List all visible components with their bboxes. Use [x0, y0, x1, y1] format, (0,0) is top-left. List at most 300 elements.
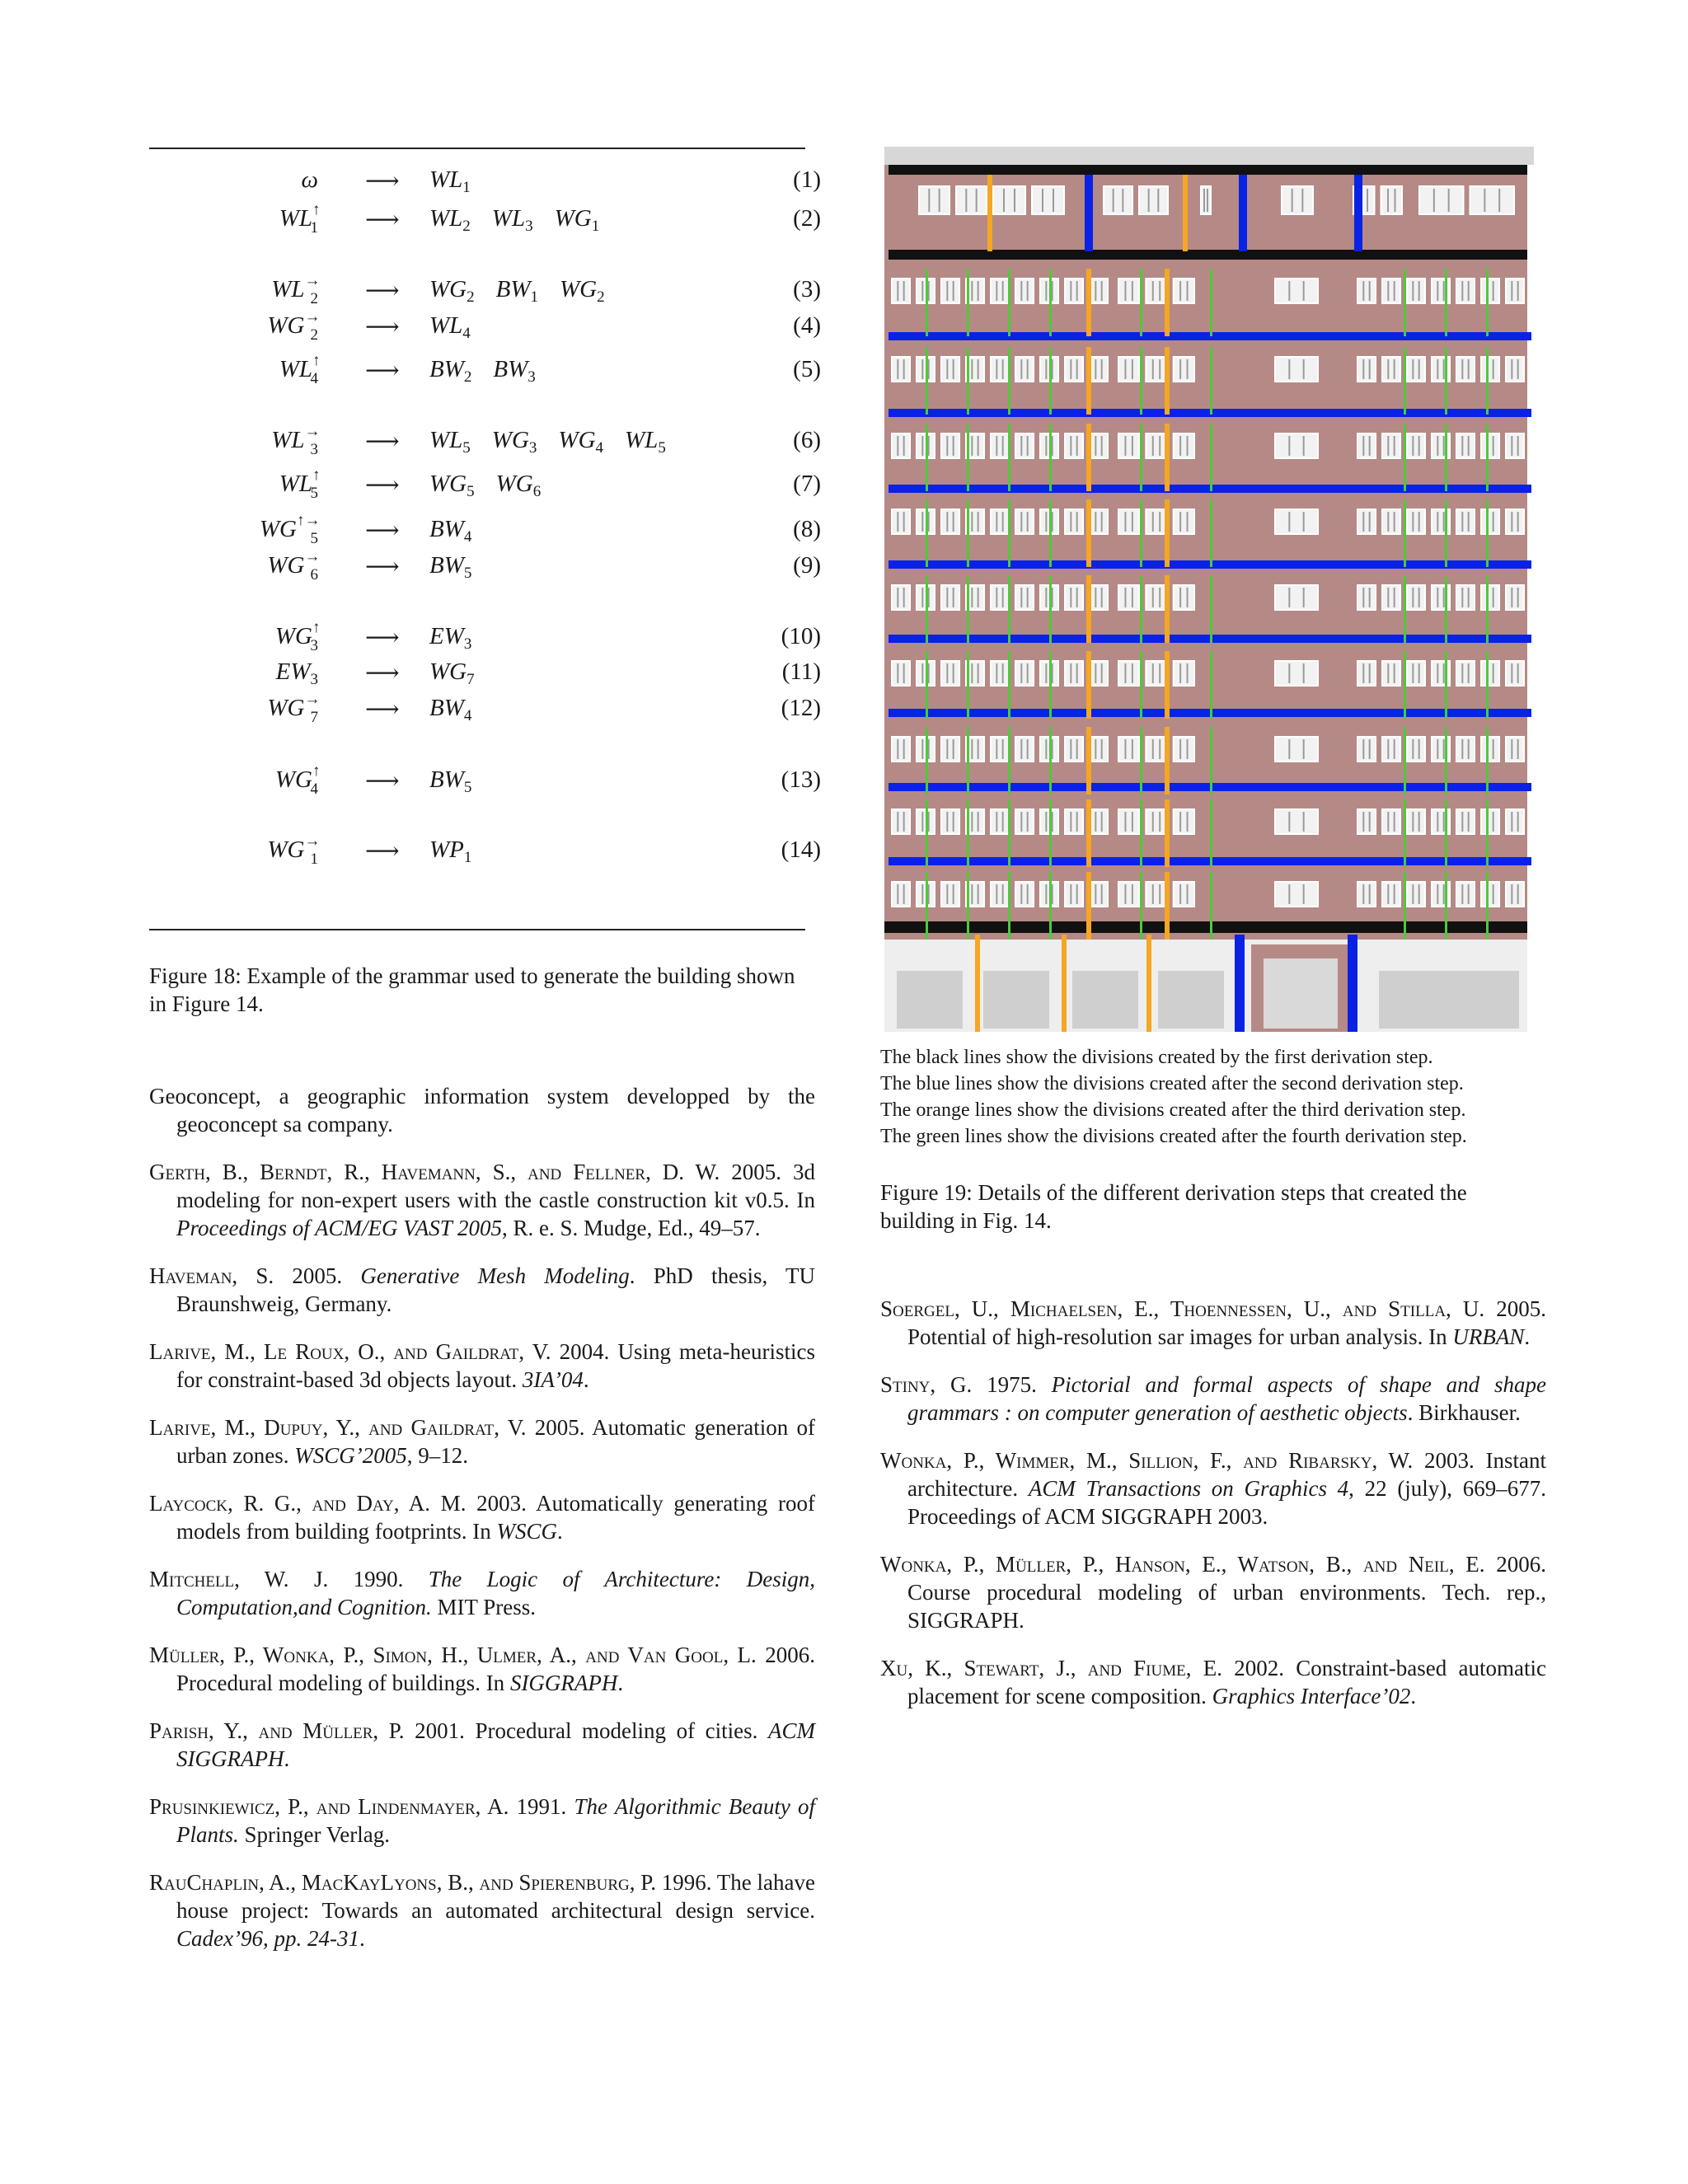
window [1065, 809, 1083, 834]
window-mullion [1369, 281, 1371, 301]
green-division-line [1486, 269, 1489, 336]
window-mullion [978, 739, 979, 759]
rule-rhs: $BW_4$ [429, 695, 472, 724]
window-mullion [921, 281, 923, 301]
window-mullion [971, 359, 973, 379]
window-mullion [1493, 812, 1494, 832]
legend-line-black: The black lines show the divisions created by the first derivation step. [880, 1047, 1433, 1068]
window-mullion [1101, 663, 1103, 683]
equation-number: (14) [781, 837, 821, 863]
green-division-line [1486, 424, 1489, 491]
window [1174, 279, 1194, 303]
window [1090, 279, 1108, 303]
window-mullion [1437, 359, 1438, 379]
window-mullion [1152, 436, 1154, 456]
green-division-line [1008, 499, 1010, 567]
window-mullion [1152, 281, 1154, 301]
window-mullion [1152, 359, 1154, 379]
window [1090, 357, 1108, 382]
window-mullion [1303, 436, 1305, 456]
green-division-line [1404, 499, 1406, 567]
window-mullion [1095, 812, 1096, 832]
orange-division-line [1146, 935, 1151, 1032]
window-mullion [1418, 739, 1420, 759]
window-mullion [1132, 812, 1133, 832]
reference-entry: Larive, M., Dupuy, Y., and Gaildrat, V. 2005. Automatic generation of urban zones. WSCG’2005, 9–12. [149, 1415, 815, 1468]
green-division-line [1445, 499, 1447, 567]
orange-division-line [1165, 651, 1170, 719]
reference-entry: Prusinkiewicz, P., and Lindenmayer, A. 1991. The Algorithmic Beauty of Plants. Springer Verlag. [149, 1794, 816, 1847]
window-mullion [1076, 812, 1078, 832]
window-mullion [1132, 884, 1133, 904]
window [1407, 737, 1425, 762]
orange-division-line [1086, 347, 1091, 415]
window-mullion [921, 588, 923, 607]
rule-lhs: $WG^\to_7$ [267, 691, 321, 726]
storefront-window [983, 971, 1049, 1029]
window [1456, 809, 1475, 834]
rule-lhs: $EW_3$ [275, 658, 318, 688]
equation-number: (2) [793, 205, 821, 232]
long-right-arrow-icon: ⟶ [365, 768, 400, 794]
window-mullion [1443, 739, 1445, 759]
window-mullion [1124, 663, 1126, 683]
window-mullion [946, 884, 948, 904]
window [1174, 585, 1194, 610]
green-division-line [1486, 575, 1489, 643]
green-division-line [967, 347, 969, 415]
orange-division-line [1086, 872, 1091, 940]
rule-lhs: $WL^↑_4$ [279, 352, 321, 387]
window-mullion [1437, 663, 1438, 683]
window-mullion [1020, 663, 1022, 683]
green-division-line [1008, 651, 1010, 719]
window [1174, 661, 1194, 686]
window-mullion [897, 588, 898, 607]
window-mullion [1152, 812, 1154, 832]
reference-entry: Wonka, P., Müller, P., Hanson, E., Watson, B., and Neil, E. 2006. Course procedural modeling of urban environments. Tech. rep., SIGGRAPH. [880, 1552, 1546, 1633]
window-mullion [1179, 281, 1181, 301]
window-mullion [1076, 739, 1078, 759]
window [1407, 357, 1425, 382]
window [1090, 809, 1108, 834]
window [1419, 186, 1464, 214]
rule-rhs: $WG_5$ $WG_6$ [429, 471, 542, 500]
window-mullion [1132, 663, 1133, 683]
window-mullion [897, 281, 898, 301]
green-division-line [1049, 575, 1052, 643]
long-right-arrow-icon: ⟶ [365, 168, 400, 194]
window-mullion [1132, 588, 1133, 607]
orange-division-line [1165, 872, 1170, 940]
window-mullion [1101, 588, 1103, 607]
window [941, 661, 959, 686]
window-mullion [1002, 663, 1004, 683]
window-mullion [1045, 281, 1047, 301]
green-division-line [1210, 424, 1212, 491]
long-right-arrow-icon: ⟶ [365, 429, 400, 455]
window-mullion [1437, 588, 1438, 607]
window [1407, 279, 1425, 303]
window [941, 509, 959, 534]
legend-line-green: The green lines show the divisions created after the fourth derivation step. [880, 1126, 1467, 1147]
window-mullion [1498, 189, 1500, 212]
long-right-arrow-icon: ⟶ [365, 554, 400, 580]
orange-division-line [1165, 347, 1170, 415]
green-division-line [1210, 872, 1212, 940]
window-mullion [1443, 588, 1445, 607]
window [1275, 661, 1318, 686]
window-mullion [1070, 884, 1071, 904]
window [1139, 186, 1168, 214]
green-division-line [1008, 575, 1010, 643]
window-mullion [971, 812, 973, 832]
window-mullion [1002, 812, 1004, 832]
window-mullion [903, 812, 905, 832]
window-mullion [978, 884, 979, 904]
window [1382, 882, 1400, 907]
window-mullion [953, 512, 954, 532]
green-division-line [1445, 269, 1447, 336]
window-mullion [1433, 189, 1435, 212]
window [991, 509, 1009, 534]
rule-lhs: $WL^↑_1$ [279, 201, 321, 237]
equation-number: (10) [781, 623, 821, 649]
window-mullion [1394, 359, 1395, 379]
reference-entry: Laycock, R. G., and Day, A. M. 2003. Automatically generating roof models from building footprints. In WSCG. [149, 1491, 815, 1544]
rule-lhs: $WG^\to_2$ [267, 308, 321, 344]
rule-rhs: $WG_2$ $BW_1$ $WG_2$ [429, 276, 605, 306]
reference-entry: Soergel, U., Michaelsen, E., Thoennessen, U., and Stilla, U. 2005. Potential of high-resolution sar images for urban analysis. In URBAN. [880, 1296, 1547, 1349]
window-mullion [1020, 812, 1022, 832]
storefront-window [1420, 971, 1519, 1029]
window [1456, 357, 1475, 382]
window-mullion [1132, 359, 1133, 379]
window-mullion [1511, 436, 1512, 456]
window-mullion [903, 588, 905, 607]
window-mullion [1412, 359, 1414, 379]
window [1481, 279, 1499, 303]
window [1146, 882, 1166, 907]
grammar-rule [149, 272, 821, 317]
green-division-line [1210, 499, 1212, 567]
window-mullion [1362, 663, 1364, 683]
window-mullion [903, 359, 905, 379]
window-mullion [1484, 189, 1485, 212]
window-mullion [1288, 436, 1290, 456]
green-division-line [967, 872, 969, 940]
window-mullion [921, 512, 923, 532]
green-division-line [1210, 575, 1212, 643]
rule-rhs: $BW_2$ $BW_3$ [429, 356, 536, 386]
window-mullion [1020, 512, 1022, 532]
window [1146, 585, 1166, 610]
entrance-door [1264, 958, 1338, 1029]
equation-number: (9) [793, 552, 821, 579]
window-mullion [1157, 189, 1159, 212]
window-mullion [1303, 588, 1305, 607]
window [1065, 434, 1083, 458]
window-mullion [1511, 812, 1512, 832]
window-mullion [1288, 588, 1290, 607]
reference-entry: Wonka, P., Wimmer, M., Sillion, F., and Ribarsky, W. 2003. Instant architecture. ACM Transactions on Graphics 4, 22 (july), 669–677. Proceedings of ACM SIGGRAPH 2003. [880, 1448, 1546, 1529]
window-mullion [1288, 739, 1290, 759]
window [941, 737, 959, 762]
window-mullion [1288, 884, 1290, 904]
window-mullion [1020, 281, 1022, 301]
window-mullion [1095, 739, 1096, 759]
green-division-line [926, 575, 928, 643]
green-division-line [1404, 872, 1406, 940]
window-mullion [946, 663, 948, 683]
window-mullion [921, 359, 923, 379]
building-facade-figure [884, 147, 1534, 1032]
window [991, 809, 1009, 834]
bottom-rule [149, 929, 805, 930]
window-mullion [1448, 189, 1450, 212]
window-mullion [1179, 739, 1181, 759]
window-mullion [1132, 436, 1133, 456]
window [1357, 809, 1376, 834]
window-mullion [1288, 663, 1290, 683]
window-mullion [978, 588, 979, 607]
rule-rhs: $WL_2$ $WL_3$ $WG_1$ [429, 205, 600, 235]
window-mullion [1362, 359, 1364, 379]
window-mullion [946, 359, 948, 379]
window [1275, 434, 1318, 458]
green-division-line [926, 499, 928, 567]
window-mullion [1517, 663, 1519, 683]
green-division-line [1210, 799, 1212, 867]
green-division-line [1210, 727, 1212, 794]
rule-lhs: ω [301, 166, 318, 193]
window-mullion [1045, 739, 1047, 759]
window-mullion [1101, 359, 1103, 379]
window-mullion [1288, 281, 1290, 301]
green-division-line [967, 424, 969, 491]
window-mullion [1113, 189, 1114, 212]
window-mullion [1461, 436, 1463, 456]
window-mullion [971, 739, 973, 759]
orange-division-line [1165, 424, 1170, 491]
window [1506, 279, 1524, 303]
window-mullion [1394, 663, 1395, 683]
window [991, 585, 1009, 610]
green-division-line [1486, 499, 1489, 567]
window-mullion [946, 588, 948, 607]
window [1118, 737, 1139, 762]
window-mullion [1511, 739, 1512, 759]
references-right-column [880, 1295, 1546, 1730]
window-mullion [1511, 359, 1512, 379]
window [1506, 357, 1524, 382]
window-mullion [1132, 739, 1133, 759]
equation-number: (8) [793, 516, 821, 542]
window [991, 737, 1009, 762]
storefront-window [1158, 971, 1224, 1029]
green-division-line [967, 727, 969, 794]
window-mullion [1493, 663, 1494, 683]
window-mullion [1303, 812, 1305, 832]
window-mullion [996, 436, 997, 456]
window-mullion [1443, 812, 1445, 832]
window [1146, 737, 1166, 762]
window-mullion [1070, 812, 1071, 832]
reference-entry: Stiny, G. 1975. Pictorial and formal aspects of shape and shape grammars : on computer generation of aesthetic objects. Birkhauser. [880, 1372, 1547, 1425]
window-mullion [1124, 588, 1126, 607]
window-mullion [1027, 663, 1029, 683]
green-division-line [1404, 347, 1406, 415]
window [1357, 661, 1376, 686]
window-mullion [1493, 359, 1494, 379]
window-mullion [946, 281, 948, 301]
window [1506, 737, 1524, 762]
rule-rhs: $BW_5$ [429, 552, 472, 582]
window-mullion [1070, 512, 1071, 532]
window [1065, 661, 1083, 686]
reference-entry: Gerth, B., Berndt, R., Havemann, S., and Fellner, D. W. 2005. 3d modeling for non-expert users with the castle construction kit v0.5. In Proceedings of ACM/EG VAST 2005, R. e. S. Mudge, Ed., 49–57. [149, 1160, 815, 1240]
window-mullion [1187, 281, 1189, 301]
window [941, 279, 959, 303]
window [1357, 279, 1376, 303]
window-mullion [953, 281, 954, 301]
legend-line-blue: The blue lines show the divisions created after the second derivation step. [880, 1073, 1464, 1094]
window [1065, 279, 1083, 303]
window-mullion [978, 281, 979, 301]
green-division-line [1404, 799, 1406, 867]
window-mullion [1303, 663, 1305, 683]
window-mullion [1493, 281, 1494, 301]
window-mullion [976, 189, 978, 212]
window [1382, 357, 1400, 382]
window-mullion [1076, 359, 1078, 379]
green-division-line [1049, 269, 1052, 336]
window-mullion [921, 663, 923, 683]
window [892, 661, 910, 686]
legend-line-orange: The orange lines show the divisions created after the third derivation step. [880, 1099, 1466, 1121]
window [1357, 882, 1376, 907]
window-mullion [1517, 512, 1519, 532]
window-mullion [1020, 588, 1022, 607]
window [1407, 434, 1425, 458]
window-mullion [1179, 663, 1181, 683]
orange-division-line [1086, 651, 1091, 719]
window-mullion [1517, 884, 1519, 904]
window [892, 585, 910, 610]
grammar-equations [149, 148, 825, 931]
rule-rhs: $EW_3$ [429, 623, 472, 653]
window-mullion [1122, 189, 1123, 212]
rule-lhs: $WL^\to_2$ [271, 272, 321, 307]
window-mullion [897, 359, 898, 379]
window-mullion [1468, 281, 1470, 301]
grammar-rule [149, 762, 821, 808]
window-mullion [1003, 189, 1005, 212]
window [1275, 509, 1318, 534]
window-mullion [1187, 739, 1189, 759]
window [1015, 279, 1034, 303]
window-mullion [978, 512, 979, 532]
green-division-line [967, 651, 969, 719]
green-division-line [1445, 424, 1447, 491]
window-mullion [1020, 359, 1022, 379]
window-mullion [1288, 812, 1290, 832]
orange-division-line [987, 175, 992, 251]
green-division-line [1049, 727, 1052, 794]
window-mullion [1124, 884, 1126, 904]
window-mullion [1468, 512, 1470, 532]
rule-rhs: $WP_1$ [429, 837, 472, 866]
window-mullion [1362, 739, 1364, 759]
window-mullion [1369, 739, 1371, 759]
window-mullion [1159, 663, 1160, 683]
window [1481, 809, 1499, 834]
window [892, 279, 910, 303]
orange-division-line [1165, 799, 1170, 867]
window-mullion [1387, 359, 1389, 379]
window [1015, 809, 1034, 834]
window-mullion [1095, 663, 1096, 683]
window-mullion [1124, 436, 1126, 456]
green-division-line [926, 424, 928, 491]
window-mullion [1053, 189, 1054, 212]
window [1104, 186, 1132, 214]
window-mullion [1437, 884, 1438, 904]
green-division-line [1049, 347, 1052, 415]
green-division-line [1049, 424, 1052, 491]
orange-division-line [1165, 575, 1170, 643]
window-mullion [1070, 739, 1071, 759]
window-mullion [1070, 436, 1071, 456]
window-mullion [1369, 884, 1371, 904]
orange-division-line [1086, 575, 1091, 643]
reference-entry: Haveman, S. 2005. Generative Mesh Modeling. PhD thesis, TU Braunshweig, Germany. [149, 1263, 815, 1316]
window-mullion [1027, 884, 1029, 904]
window [1118, 882, 1139, 907]
window-mullion [978, 359, 979, 379]
long-right-arrow-icon: ⟶ [365, 518, 400, 544]
window-mullion [1511, 281, 1512, 301]
window-mullion [1292, 189, 1293, 212]
window-mullion [1362, 512, 1364, 532]
window-mullion [1437, 512, 1438, 532]
window-mullion [1002, 588, 1004, 607]
window-mullion [1394, 512, 1395, 532]
window [1282, 186, 1313, 214]
window-mullion [939, 189, 940, 212]
green-division-line [1008, 872, 1010, 940]
window-mullion [1101, 281, 1103, 301]
window-mullion [1418, 359, 1420, 379]
long-right-arrow-icon: ⟶ [365, 358, 400, 384]
window-mullion [1461, 739, 1463, 759]
window-mullion [1076, 884, 1078, 904]
window-mullion [1187, 588, 1189, 607]
orange-division-line [1183, 175, 1188, 251]
window-mullion [1394, 739, 1395, 759]
green-division-line [1210, 651, 1212, 719]
rule-rhs: $BW_5$ [429, 766, 472, 796]
window-mullion [897, 663, 898, 683]
window-mullion [1493, 512, 1494, 532]
window [919, 186, 950, 214]
window [1090, 434, 1108, 458]
window-mullion [1095, 588, 1096, 607]
long-right-arrow-icon: ⟶ [365, 625, 400, 651]
window-mullion [953, 588, 954, 607]
window [1382, 737, 1400, 762]
orange-division-line [1086, 799, 1091, 867]
